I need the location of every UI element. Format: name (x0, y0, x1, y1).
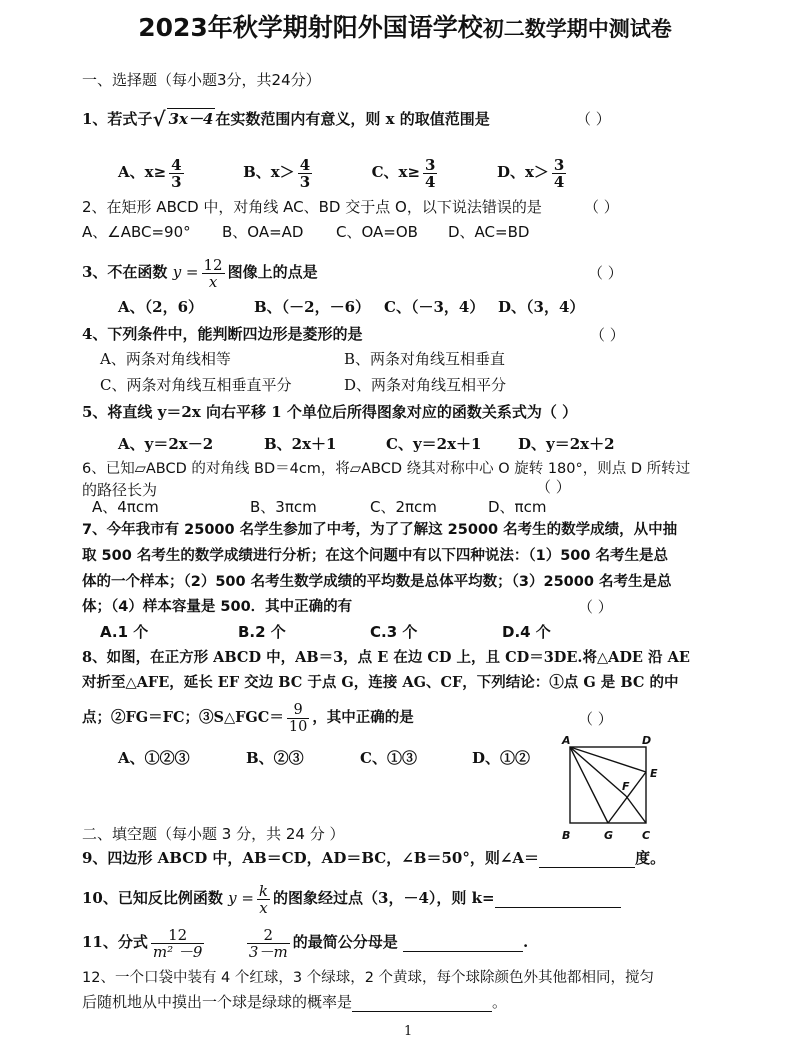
question-7-answer-paren: （ ） (578, 598, 613, 616)
question-8-line-3: 点；②FG＝FC；③S△FGC＝ $\frac{9}{10}$ ，其中正确的是 (82, 701, 414, 735)
answer-blank-9[interactable] (539, 851, 635, 868)
question-10: 10、已知反比例函数 y = $\frac{k}{x}$ 的图象经过点（3，－4），则 k= (82, 876, 621, 920)
question-6-answer-paren: （ ） (536, 478, 571, 496)
question-8-line-1: 8、如图，在正方形 ABCD 中，AB＝3，点 E 在边 CD 上，且 CD＝3DE.将△ADE 沿 AE (82, 649, 690, 666)
question-4-option-d: D、两条对角线互相平分 (344, 376, 507, 394)
question-12-line-2: 后随机地从中摸出一个球是绿球的概率是 。 (82, 993, 508, 1011)
question-5-option-a: A、y＝2x－2 (118, 435, 214, 453)
option-d: D、x＞ $\frac{3}{4}$ (496, 155, 565, 191)
label-b: B (562, 829, 571, 842)
question-3-stem: 3、不在函数 y = $\frac{12}{x}$ 图像上的点是 (82, 255, 318, 291)
question-9: 9、四边形 ABCD 中，AB＝CD，AD＝BC，∠B＝50°，则∠A＝ 度。 (82, 849, 666, 867)
question-8-answer-paren: （ ） (578, 710, 613, 728)
question-3-answer-paren: （ ） (588, 264, 623, 282)
page-number: 1 (404, 1024, 413, 1039)
answer-blank-12[interactable] (352, 995, 492, 1012)
answer-blank-11[interactable] (403, 935, 523, 952)
question-2-stem: 2、在矩形 ABCD 中，对角线 AC、BD 交于点 O，以下说法错误的是 (82, 198, 542, 216)
question-2-option-b: B、OA=AD (222, 223, 304, 241)
title-sub: 初二数学期中测试卷 (482, 17, 672, 41)
question-2-option-c: C、OA=OB (336, 223, 418, 241)
question-3-option-c: C、（－3，4） (384, 298, 485, 316)
question-6-option-a: A、4πcm (92, 498, 159, 516)
question-8-option-d: D、①② (472, 749, 531, 767)
radicand: 3x－4 (168, 110, 214, 128)
question-11: 11、分式 $\frac{12}{\text{m² －9}}$ $\frac{2}{3-m}$ 的最简公分母是 . (82, 925, 529, 961)
question-7-line-3: 体的一个样本；（2）500 名考生数学成绩的平均数是总体平均数；（3）25000 名考生是总 (82, 574, 672, 590)
question-7-option-c: C.3 个 (370, 623, 418, 641)
question-1-options (118, 152, 569, 192)
label-f: F (622, 780, 630, 793)
question-5-option-b: B、2x＋1 (264, 435, 337, 453)
segment-fc (626, 796, 646, 823)
question-3-option-d: D、（3，4） (498, 298, 585, 316)
question-6-line-1: 6、已知▱ABCD 的对角线 BD＝4cm，将▱ABCD 绕其对称中心 O 旋转 180°，则点 D 所转过 (82, 461, 691, 477)
label-g: G (604, 829, 614, 842)
label-a: A (562, 734, 571, 747)
answer-blank-10[interactable] (495, 891, 621, 908)
square-geometry-figure (556, 733, 668, 845)
question-7-option-a: A.1 个 (100, 623, 149, 641)
question-2-option-d: D、AC=BD (448, 223, 530, 241)
question-6-option-d: D、πcm (488, 498, 547, 516)
question-8-option-b: B、②③ (246, 749, 304, 767)
label-d: D (642, 734, 652, 747)
question-2-option-a: A、∠ABC=90° (82, 223, 191, 241)
title-main: 2023年秋学期射阳外国语学校 (138, 13, 483, 42)
question-7-line-2: 取 500 名考生的数学成绩进行分析；在这个问题中有以下四种说法：（1）500 名考生是总 (82, 548, 669, 564)
label-c: C (642, 829, 651, 842)
question-2-answer-paren: （ ） (584, 198, 619, 216)
question-7-option-b: B.2 个 (238, 623, 286, 641)
question-12-line-1: 12、一个口袋中装有 4 个红球，3 个绿球，2 个黄球，每个球除颜色外其他都相同，搅匀 (82, 970, 655, 986)
exam-title (80, 8, 730, 44)
question-7-option-d: D.4 个 (502, 623, 551, 641)
square-abcd (570, 747, 646, 823)
section-heading-choice: 一、选择题（每小题3分，共24分） (82, 71, 321, 89)
question-1-answer-paren: （ ） (576, 110, 611, 128)
question-4-option-c: C、两条对角线互相垂直平分 (100, 376, 292, 394)
question-1-stem: 1、若式子√ 3x－4 在实数范围内有意义，则 x 的取值范围是 (82, 107, 490, 131)
question-7-line-4: 体；（4）样本容量是 500．其中正确的有 (82, 599, 353, 615)
question-8-option-a: A、①②③ (118, 749, 190, 767)
question-4-answer-paren: （ ） (590, 326, 625, 344)
option-a: A、x≥ $\frac{4}{3}$ (118, 155, 182, 191)
question-4-option-b: B、两条对角线互相垂直 (344, 350, 506, 368)
question-6-option-c: C、2πcm (370, 498, 437, 516)
section-heading-fill: 二、填空题（每小题 3 分，共 24 分 ） (82, 825, 345, 843)
question-6-line-2: 的路径长为 (82, 481, 158, 499)
question-3-option-b: B、（－2，－6） (254, 298, 371, 316)
question-3-option-a: A、（2，6） (118, 298, 204, 316)
label-e: E (650, 767, 658, 780)
question-6-option-b: B、3πcm (250, 498, 317, 516)
segment-af (570, 747, 626, 796)
question-8-line-2: 对折至△AFE，延长 EF 交边 BC 于点 G，连接 AG、CF，下列结论：①点 G 是 BC 的中 (82, 674, 679, 691)
question-7-line-1: 7、今年我市有 25000 名学生参加了中考，为了了解这 25000 名考生的数学成绩，从中抽 (82, 522, 678, 538)
question-4-stem: 4、下列条件中，能判断四边形是菱形的是 (82, 325, 363, 343)
segment-ag (570, 747, 608, 823)
question-4-option-a: A、两条对角线相等 (100, 350, 231, 368)
question-5-option-c: C、y＝2x＋1 (386, 435, 482, 453)
question-8-option-c: C、①③ (360, 749, 417, 767)
question-5-stem: 5、将直线 y＝2x 向右平移 1 个单位后所得图象对应的函数关系式为（ ） (82, 403, 578, 421)
option-b: B、x＞ $\frac{4}{3}$ (243, 155, 311, 191)
question-5-option-d: D、y＝2x＋2 (518, 435, 615, 453)
option-c: C、x≥ $\frac{3}{4}$ (371, 155, 436, 191)
